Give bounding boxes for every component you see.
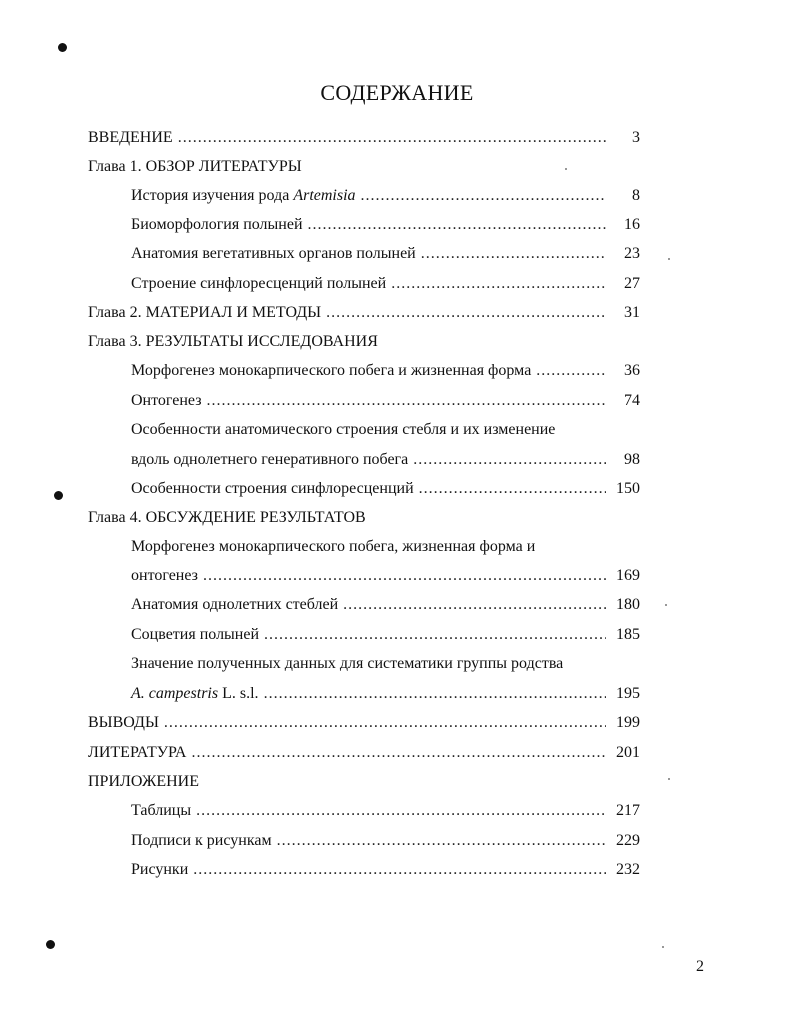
toc-entry — [131, 243, 640, 265]
page-number: 2 — [696, 958, 704, 975]
toc-label: Соцветия полыней — [131, 626, 260, 643]
toc-label: Особенности строения синфлоресценций — [131, 480, 414, 497]
dot-leader — [419, 478, 606, 500]
toc-entry-conclusions — [88, 712, 640, 734]
dot-leader — [164, 712, 606, 734]
toc-entry — [131, 390, 640, 412]
binder-hole-middle — [54, 491, 63, 500]
toc-label: вдоль однолетнего генеративного побега — [131, 451, 409, 468]
scan-speck — [665, 604, 667, 606]
genus-name: Artemisia — [293, 187, 356, 204]
toc-chapter-4-title: Глава 4. ОБСУЖДЕНИЕ РЕЗУЛЬТАТОВ — [88, 509, 366, 526]
toc-entry-line1: Особенности анатомического строения стебля и их изменение — [131, 421, 556, 438]
toc-page: 150 — [616, 480, 640, 497]
toc-label: A. campestris L. s.l. — [131, 685, 259, 702]
toc-entry-line1: Значение полученных данных для систематики группы родства — [131, 655, 564, 672]
toc-label: Глава 2. МАТЕРИАЛ И МЕТОДЫ — [88, 304, 322, 321]
toc-label: ВВЕДЕНИЕ — [88, 129, 173, 146]
toc-page: 199 — [616, 714, 640, 731]
scan-speck — [662, 946, 664, 948]
dot-leader — [264, 683, 606, 705]
toc-page: 23 — [624, 245, 640, 262]
toc-entry — [131, 594, 640, 616]
toc-page: 229 — [616, 832, 640, 849]
toc-label: Рисунки — [131, 861, 189, 878]
dot-leader — [361, 185, 606, 207]
dot-leader — [308, 214, 606, 236]
species-name: A. campestris — [131, 685, 219, 702]
dot-leader — [421, 243, 606, 265]
toc-label: Анатомия однолетних стеблей — [131, 596, 339, 613]
toc-entry — [131, 360, 640, 382]
dot-leader — [343, 594, 606, 616]
toc-label: Биоморфология полыней — [131, 216, 303, 233]
toc-page: 31 — [624, 304, 640, 321]
toc-entry — [131, 185, 640, 207]
toc-page: 98 — [624, 451, 640, 468]
toc-entry — [131, 273, 640, 295]
toc-label: История изучения рода Artemisia — [131, 187, 356, 204]
toc-entry — [131, 565, 640, 587]
dot-leader — [196, 800, 606, 822]
toc-page: 195 — [616, 685, 640, 702]
toc-entry-intro — [88, 127, 640, 149]
toc-entry — [131, 624, 640, 646]
toc-page: 27 — [624, 275, 640, 292]
toc-appendix-title: ПРИЛОЖЕНИЕ — [88, 773, 200, 790]
toc-page: 180 — [616, 596, 640, 613]
page-title: СОДЕРЖАНИЕ — [320, 80, 474, 105]
toc-page: 74 — [624, 392, 640, 409]
toc-label: Строение синфлоресценций полыней — [131, 275, 387, 292]
dot-leader — [264, 624, 606, 646]
dot-leader — [536, 360, 606, 382]
toc-label: Таблицы — [131, 802, 192, 819]
toc-page: 16 — [624, 216, 640, 233]
dot-leader — [191, 742, 606, 764]
toc-entry-literature — [88, 742, 640, 764]
toc-label: Анатомия вегетативных органов полыней — [131, 245, 416, 262]
dot-leader — [391, 273, 606, 295]
toc-label: ВЫВОДЫ — [88, 714, 159, 731]
scan-speck — [668, 258, 670, 260]
binder-hole-bottom — [46, 940, 55, 949]
toc-label: Подписи к рисункам — [131, 832, 272, 849]
toc-chapter-1-title: Глава 1. ОБЗОР ЛИТЕРАТУРЫ — [88, 158, 302, 175]
toc-entry — [131, 478, 640, 500]
toc-chapter-3-title: Глава 3. РЕЗУЛЬТАТЫ ИССЛЕДОВАНИЯ — [88, 333, 378, 350]
toc-page: 201 — [616, 744, 640, 761]
toc-label: Онтогенез — [131, 392, 202, 409]
toc-entry — [131, 449, 640, 471]
toc-page: 36 — [624, 362, 640, 379]
dot-leader — [326, 302, 606, 324]
scan-speck — [668, 778, 670, 780]
toc-entry — [131, 859, 640, 881]
binder-hole-top — [58, 43, 67, 52]
toc-label: онтогенез — [131, 567, 198, 584]
toc-page: 8 — [632, 187, 640, 204]
toc-page: 217 — [616, 802, 640, 819]
toc-label: Морфогенез монокарпического побега и жизненная форма — [131, 362, 532, 379]
dot-leader — [207, 390, 606, 412]
toc-entry — [131, 800, 640, 822]
toc-page: 232 — [616, 861, 640, 878]
toc-entry-chapter-2 — [88, 302, 640, 324]
dot-leader — [193, 859, 606, 881]
toc-entry — [131, 830, 640, 852]
dot-leader — [413, 449, 606, 471]
dot-leader — [178, 127, 606, 149]
toc-page: 169 — [616, 567, 640, 584]
dot-leader — [277, 830, 606, 852]
toc-entry — [131, 214, 640, 236]
toc-label: ЛИТЕРАТУРА — [88, 744, 187, 761]
dot-leader — [203, 565, 606, 587]
toc-page: 3 — [632, 129, 640, 146]
toc-page: 185 — [616, 626, 640, 643]
toc-entry-line1: Морфогенез монокарпического побега, жизненная форма и — [131, 538, 536, 555]
toc-entry — [131, 683, 640, 705]
